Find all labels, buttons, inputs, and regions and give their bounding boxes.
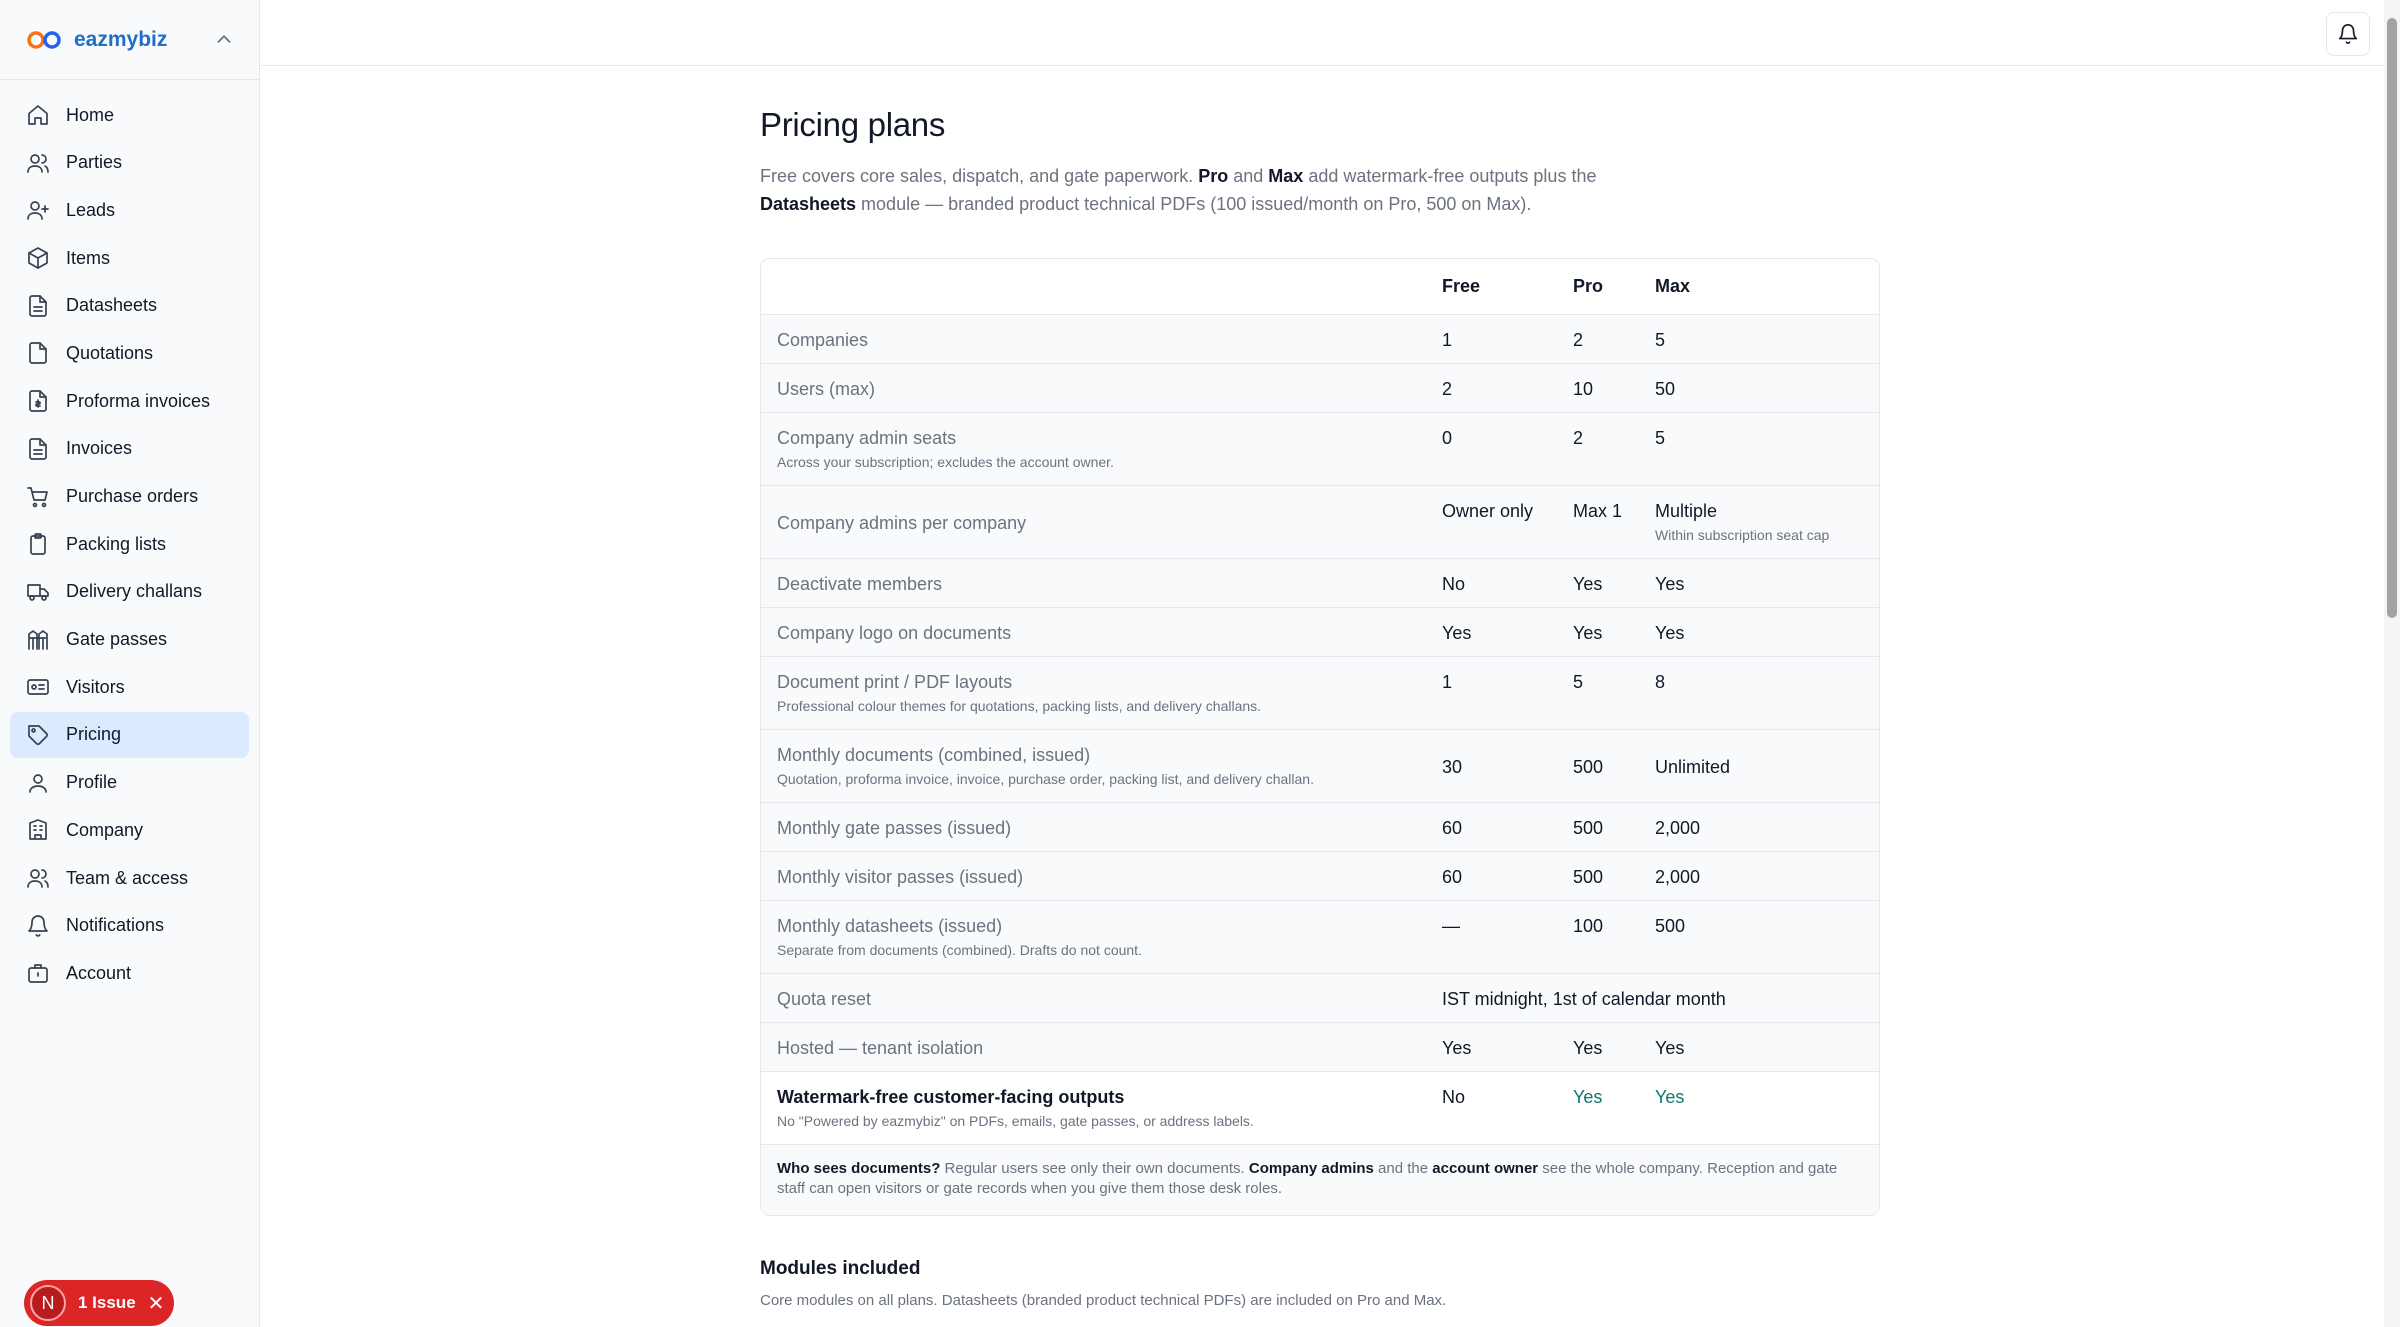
pro-cell bbox=[1557, 851, 1639, 900]
note-owner: account owner bbox=[1432, 1159, 1539, 1177]
pro-value: 500 bbox=[1573, 866, 1604, 887]
pro-cell bbox=[1557, 412, 1639, 485]
sidebar-item-label: Team & access bbox=[66, 867, 189, 888]
free-cell bbox=[1426, 802, 1557, 851]
table-body-footer bbox=[761, 973, 1879, 1144]
scrollbar[interactable] bbox=[2384, 0, 2400, 1327]
note-text: see the whole company. Reception and gate staff can open visitors or gate records when you give them those desk roles. bbox=[777, 1159, 1838, 1197]
id-card-icon bbox=[26, 675, 50, 699]
note-text: and the bbox=[1373, 1159, 1433, 1177]
max-value: Yes bbox=[1655, 573, 1685, 594]
sidebar-item-home[interactable] bbox=[10, 92, 249, 138]
sidebar-item-proforma-invoices[interactable] bbox=[10, 378, 249, 424]
max-value: 8 bbox=[1655, 671, 1666, 692]
top-bar bbox=[261, 0, 2400, 66]
max-value: 500 bbox=[1655, 915, 1686, 936]
sidebar-item-invoices[interactable] bbox=[10, 426, 249, 472]
gate-icon bbox=[26, 628, 50, 652]
file-text-icon bbox=[26, 437, 50, 461]
max-cell: Yes bbox=[1639, 1022, 1879, 1071]
notifications-button[interactable] bbox=[2326, 12, 2370, 56]
table-row bbox=[761, 314, 1879, 363]
free-value: Yes bbox=[1442, 622, 1472, 643]
free-cell bbox=[1426, 851, 1557, 900]
pro-cell bbox=[1557, 802, 1639, 851]
sidebar-item-label: Gate passes bbox=[66, 629, 168, 650]
max-subtext: Within subscription seat cap bbox=[1655, 526, 1830, 543]
pro-cell bbox=[1557, 485, 1639, 558]
feature-cell bbox=[761, 656, 1426, 729]
free-cell bbox=[1426, 314, 1557, 363]
free-value: Owner only bbox=[1442, 500, 1534, 521]
feature-cell bbox=[761, 802, 1426, 851]
sidebar-item-label: Account bbox=[66, 962, 132, 983]
max-value: 2,000 bbox=[1655, 817, 1701, 838]
file-icon bbox=[26, 341, 50, 365]
free-cell bbox=[1426, 607, 1557, 656]
free-value: 60 bbox=[1442, 817, 1463, 838]
intro-text: module — branded product technical PDFs (100 issued/month on Pro, 500 on Max). bbox=[856, 194, 1532, 214]
free-value: 0 bbox=[1442, 427, 1453, 448]
users-icon bbox=[26, 866, 50, 890]
file-text-icon bbox=[26, 294, 50, 318]
note-text: Regular users see only their own documents. bbox=[940, 1159, 1249, 1177]
feature-title: Company admin seats bbox=[777, 427, 957, 448]
free-cell bbox=[1426, 412, 1557, 485]
max-value: Multiple bbox=[1655, 500, 1718, 521]
free-cell bbox=[1426, 656, 1557, 729]
table-row bbox=[761, 363, 1879, 412]
free-value: 60 bbox=[1442, 866, 1463, 887]
clipboard-icon bbox=[26, 532, 50, 556]
max-cell bbox=[1639, 802, 1879, 851]
chevron-up-icon[interactable] bbox=[213, 28, 235, 50]
sidebar-item-quotations[interactable] bbox=[10, 330, 249, 376]
pro-value: 5 bbox=[1573, 671, 1584, 692]
max-cell bbox=[1639, 314, 1879, 363]
free-value: No bbox=[1442, 573, 1466, 594]
header-max: Max bbox=[1655, 275, 1691, 296]
max-value: 2,000 bbox=[1655, 866, 1701, 887]
feature-cell bbox=[761, 1071, 1426, 1144]
feature-cell bbox=[761, 558, 1426, 607]
table-row bbox=[761, 802, 1879, 851]
tag-icon bbox=[26, 723, 50, 747]
intro-max: Max bbox=[1268, 166, 1304, 186]
briefcase-icon bbox=[26, 961, 50, 985]
table-row bbox=[761, 656, 1879, 729]
who-sees-documents-note bbox=[761, 1144, 1879, 1215]
max-cell bbox=[1639, 363, 1879, 412]
feature-title: Company logo on documents bbox=[777, 622, 1012, 643]
logo-icon bbox=[26, 30, 62, 50]
feature-title: Monthly documents (combined, issued) bbox=[777, 744, 1091, 765]
table-row bbox=[761, 412, 1879, 485]
sidebar-item-account[interactable] bbox=[10, 950, 249, 996]
sidebar-item-visitors[interactable] bbox=[10, 664, 249, 710]
table-row bbox=[761, 729, 1879, 802]
user-icon bbox=[26, 771, 50, 795]
max-cell bbox=[1639, 607, 1879, 656]
feature-title: Monthly datasheets (issued) bbox=[777, 915, 1003, 936]
sidebar-item-label: Items bbox=[66, 247, 111, 268]
sidebar-item-profile[interactable] bbox=[10, 760, 249, 806]
note-lead: Who sees documents? bbox=[777, 1159, 941, 1177]
sidebar-nav bbox=[0, 80, 259, 1010]
sidebar-item-label: Parties bbox=[66, 152, 123, 173]
table-row-hosted bbox=[761, 1022, 1879, 1071]
file-invoice-icon bbox=[26, 389, 50, 413]
pro-cell bbox=[1557, 363, 1639, 412]
feature-subtext: Across your subscription; excludes the account owner. bbox=[777, 453, 1114, 470]
max-cell bbox=[1639, 729, 1879, 802]
scrollbar-thumb[interactable] bbox=[2387, 18, 2397, 618]
max-cell bbox=[1639, 851, 1879, 900]
feature-title: Monthly visitor passes (issued) bbox=[777, 866, 1024, 887]
header-free: Free bbox=[1442, 275, 1481, 296]
pro-cell bbox=[1557, 729, 1639, 802]
free-cell bbox=[1426, 900, 1557, 973]
sidebar-item-label: Purchase orders bbox=[66, 486, 199, 506]
feature-title: Document print / PDF layouts bbox=[777, 671, 1013, 692]
sidebar-item-label: Pricing bbox=[66, 724, 122, 745]
modules-section bbox=[760, 1258, 1880, 1309]
sidebar-item-label: Delivery challans bbox=[66, 581, 203, 602]
sidebar-item-gate-passes[interactable] bbox=[10, 617, 249, 663]
free-value: 1 bbox=[1442, 329, 1453, 350]
sidebar-item-company[interactable] bbox=[10, 807, 249, 853]
max-cell bbox=[1639, 656, 1879, 729]
sidebar-item-label: Proforma invoices bbox=[66, 390, 211, 411]
sidebar bbox=[0, 0, 260, 1327]
sidebar-item-notifications[interactable] bbox=[10, 903, 249, 949]
brand-name: eazmybiz bbox=[74, 27, 168, 51]
intro-datasheets: Datasheets bbox=[760, 194, 857, 214]
page-title: Pricing plans bbox=[760, 106, 946, 143]
max-cell bbox=[1639, 412, 1879, 485]
max-value: Unlimited bbox=[1655, 756, 1731, 777]
feature-title: Users (max) bbox=[777, 378, 875, 399]
feature-title: Company admins per company bbox=[777, 512, 1027, 533]
feature-cell: Hosted — tenant isolation bbox=[761, 1022, 1426, 1071]
feature-subtext: Quotation, proforma invoice, invoice, purchase order, packing list, and delivery challan. bbox=[777, 770, 1314, 787]
feature-cell bbox=[761, 314, 1426, 363]
feature-subtext: Professional colour themes for quotations, packing lists, and delivery challans. bbox=[777, 697, 1262, 714]
sidebar-item-packing-lists[interactable] bbox=[10, 521, 249, 567]
issue-badge[interactable] bbox=[24, 1280, 174, 1326]
free-cell bbox=[1426, 558, 1557, 607]
free-value: 30 bbox=[1442, 756, 1463, 777]
pricing-table bbox=[761, 259, 1879, 1144]
sidebar-item-purchase-orders[interactable] bbox=[10, 474, 249, 520]
free-cell bbox=[1426, 363, 1557, 412]
pricing-table-card bbox=[760, 258, 1880, 1216]
feature-subtext: No "Powered by eazmybiz" on PDFs, emails, gate passes, or address labels. bbox=[777, 1112, 1254, 1129]
table-row bbox=[761, 485, 1879, 558]
max-cell bbox=[1639, 485, 1879, 558]
feature-cell bbox=[761, 607, 1426, 656]
main-content bbox=[760, 66, 1880, 1309]
feature-cell bbox=[761, 729, 1426, 802]
feature-title: Deactivate members bbox=[777, 573, 943, 594]
pro-value: Max 1 bbox=[1573, 500, 1623, 521]
intro-text: and bbox=[1228, 166, 1269, 186]
pro-value: 500 bbox=[1573, 817, 1604, 838]
feature-title: Monthly gate passes (issued) bbox=[777, 817, 1012, 838]
feature-subtext: Separate from documents (combined). Drafts do not count. bbox=[777, 941, 1142, 958]
pro-cell bbox=[1557, 314, 1639, 363]
users-icon bbox=[26, 151, 50, 175]
cart-icon bbox=[26, 485, 50, 509]
max-cell bbox=[1639, 900, 1879, 973]
user-plus-icon bbox=[26, 198, 50, 222]
sidebar-item-team-access[interactable] bbox=[10, 855, 249, 901]
free-cell bbox=[1426, 729, 1557, 802]
building-icon bbox=[26, 818, 50, 842]
sidebar-item-label: Datasheets bbox=[66, 295, 158, 316]
pro-cell bbox=[1557, 558, 1639, 607]
bell-icon bbox=[2337, 23, 2359, 45]
max-value: 5 bbox=[1655, 329, 1666, 350]
sidebar-item-label: Quotations bbox=[66, 342, 154, 363]
modules-desc: Core modules on all plans. Datasheets (branded product technical PDFs) are included on Pro and Max. bbox=[760, 1291, 1447, 1309]
free-cell: No bbox=[1426, 1071, 1557, 1144]
sidebar-item-delivery-challans[interactable] bbox=[10, 569, 249, 615]
close-icon[interactable]: ✕ bbox=[147, 1292, 165, 1315]
max-cell: Yes bbox=[1639, 1071, 1879, 1144]
free-value: — bbox=[1442, 915, 1460, 936]
max-value: 5 bbox=[1655, 427, 1666, 448]
free-value: 1 bbox=[1442, 671, 1453, 692]
sidebar-item-pricing[interactable] bbox=[10, 712, 249, 758]
max-cell bbox=[1639, 558, 1879, 607]
feature-cell bbox=[761, 851, 1426, 900]
feature-title: Watermark-free customer-facing outputs bbox=[777, 1086, 1125, 1107]
sidebar-item-label: Packing lists bbox=[66, 533, 167, 554]
intro-text: Free covers core sales, dispatch, and gate paperwork. bbox=[760, 166, 1199, 186]
sidebar-item-label: Company bbox=[66, 819, 144, 840]
sidebar-item-label: Notifications bbox=[66, 915, 165, 936]
feature-cell bbox=[761, 900, 1426, 973]
pro-cell: Yes bbox=[1557, 1022, 1639, 1071]
feature-cell bbox=[761, 363, 1426, 412]
sidebar-item-leads[interactable] bbox=[10, 187, 249, 233]
table-row-quota-reset bbox=[761, 973, 1879, 1022]
free-value: 2 bbox=[1442, 378, 1453, 399]
issue-label: 1 Issue bbox=[78, 1293, 136, 1312]
bell-icon bbox=[26, 914, 50, 938]
pro-cell: Yes bbox=[1557, 1071, 1639, 1144]
box-icon bbox=[26, 246, 50, 270]
feature-cell: Quota reset bbox=[761, 973, 1426, 1022]
sidebar-item-label: Profile bbox=[66, 772, 118, 793]
max-value: 50 bbox=[1655, 378, 1676, 399]
sidebar-item-label: Invoices bbox=[66, 438, 133, 459]
header-pro: Pro bbox=[1573, 275, 1604, 296]
pro-cell bbox=[1557, 656, 1639, 729]
sidebar-item-label: Leads bbox=[66, 199, 116, 220]
truck-icon bbox=[26, 580, 50, 604]
pro-value: Yes bbox=[1573, 622, 1603, 643]
pro-value: 100 bbox=[1573, 915, 1604, 936]
pro-value: 10 bbox=[1573, 378, 1594, 399]
table-row bbox=[761, 900, 1879, 973]
sidebar-item-label: Visitors bbox=[66, 676, 125, 697]
free-cell: Yes bbox=[1426, 1022, 1557, 1071]
table-row bbox=[761, 851, 1879, 900]
table-row bbox=[761, 558, 1879, 607]
intro-text: add watermark-free outputs plus the bbox=[1303, 166, 1597, 186]
free-cell bbox=[1426, 485, 1557, 558]
sidebar-item-label: Home bbox=[66, 104, 115, 125]
table-row bbox=[761, 607, 1879, 656]
pro-cell bbox=[1557, 607, 1639, 656]
sidebar-item-parties[interactable] bbox=[10, 140, 249, 186]
quota-reset-value: IST midnight, 1st of calendar month bbox=[1426, 973, 1879, 1022]
sidebar-item-datasheets[interactable] bbox=[10, 283, 249, 329]
feature-title: Companies bbox=[777, 329, 869, 350]
page-intro bbox=[760, 162, 1660, 218]
issue-avatar: N bbox=[30, 1285, 66, 1321]
feature-cell bbox=[761, 485, 1426, 558]
pro-value: 2 bbox=[1573, 329, 1584, 350]
table-body bbox=[761, 314, 1879, 973]
feature-cell bbox=[761, 412, 1426, 485]
pro-value: Yes bbox=[1573, 573, 1603, 594]
max-value: Yes bbox=[1655, 622, 1685, 643]
modules-title: Modules included bbox=[760, 1257, 921, 1279]
pro-value: 500 bbox=[1573, 756, 1604, 777]
table-header-row bbox=[761, 259, 1879, 314]
sidebar-item-items[interactable] bbox=[10, 235, 249, 281]
brand-header[interactable] bbox=[0, 0, 259, 80]
home-icon bbox=[26, 103, 50, 127]
header-feature bbox=[761, 259, 1426, 314]
pro-cell bbox=[1557, 900, 1639, 973]
pro-value: 2 bbox=[1573, 427, 1584, 448]
note-admins: Company admins bbox=[1248, 1159, 1374, 1177]
intro-pro: Pro bbox=[1198, 166, 1229, 186]
table-row-watermark bbox=[761, 1071, 1879, 1144]
